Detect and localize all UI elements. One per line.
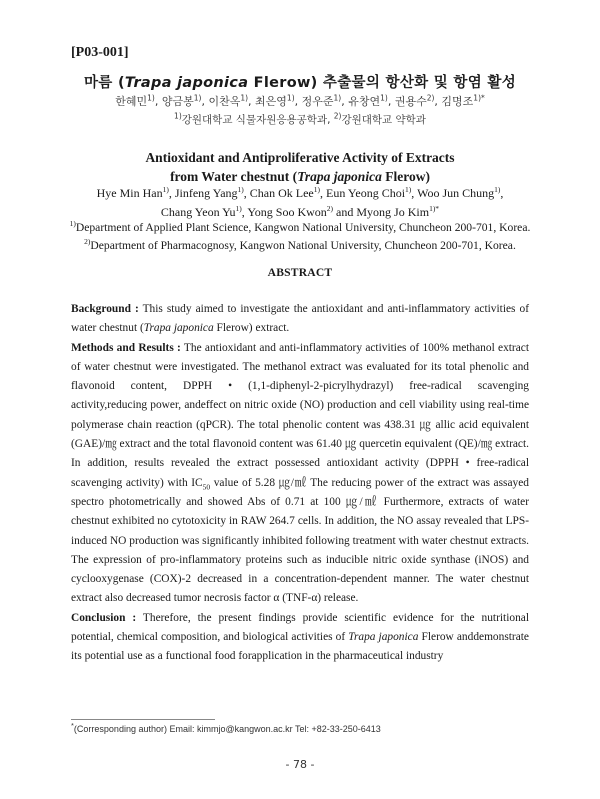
footnote-divider xyxy=(71,719,215,720)
background-label: Background : xyxy=(71,303,139,315)
korean-affiliations: $^{1)}$강원대학교 식물자원응용공학과, $^{2)}$강원대학교 약학과 xyxy=(174,111,426,126)
author-name: Eun Yeong Choi xyxy=(326,186,406,200)
korean-authors: 한혜민$^{1)}$, 양금봉$^{1)}$, 이찬옥$^{1)}$, 최은영$^{1)}$, 정우준$^{1)}$, 유창연$^{1)}$, 권용수$^{2)}$, 김명조$^{1)*}$ xyxy=(115,93,485,108)
author-name: Yong Soo Kwon xyxy=(247,205,327,219)
author-name: Chang Yeon Yu xyxy=(160,205,236,219)
page-number: - 78 - xyxy=(285,758,315,771)
korean-author: 정우준 xyxy=(301,95,334,108)
author-name: Jinfeng Yang xyxy=(174,186,238,200)
affiliation-2: $^{2)}$Department of Pharmacognosy, Kangwon National University, Chuncheon 200-701, Korea. xyxy=(84,237,516,252)
english-authors: Hye Min Han$^{1)}$, Jinfeng Yang$^{1)}$, Chan Ok Lee$^{1)}$, Eun Yeong Choi$^{1)}$, Woo Jun Chung$^{1)}$, Chang Yeon Yu$^{1)}$, Yong Soo Kwon$^{2)}$ and Myong Jo Kim$^{1)*}$ xyxy=(96,185,504,219)
english-affiliations xyxy=(60,219,540,255)
english-title: Antioxidant and Antiproliferative Activity of Extracts from Water chestnut (Trapa japonica Flerow) xyxy=(145,150,455,184)
methods-results-paragraph: Methods and Results : The antioxidant and anti-inflammatory activities of 100% methanol extract of water chestnut were investigated. The methanol extract was evaluated for its total phenolic and flavonoid content, DPPH • (1,1-diphenyl-2-picrylhydrazyl) free-radical scavenging activity,reducing power, andeffect on nitric oxide (NO) production and cell viability using real-time polymerase chain reaction (qPCR). The total phenolic content was 438.31 ㎍ allic acid equivalent (GAE)/㎎ extract and the total flavonoid content was 61.40 ㎍ quercetin equivalent (QE)/㎎ extract. In addition, results revealed the extract possessed antioxidant activity (DPPH • free-radical scavenging activity) with $IC_{50}$ value of 5.28 ㎍/㎖ The reducing power of the extract was assayed spectro photometrically and showed Abs of 0.71 at 100 ㎍/㎖ Furthermore, extracts of water chestnut exhibited no cytotoxicity in RAW 264.7 cells. In addition, the NO assay revealed that LPS-induced NO production was significantly inhibited following treatment with water chestnut extracts. The expression of pro-inflammatory proteins such as inducible nitric oxide synthase (iNOS) and cyclooxygenase (COX)-2 decreased in a concentration-dependent manner. The water chestnut extract also decreased tumor necrosis factor α (TNF-α) release. xyxy=(71,341,529,605)
korean-author: 유창연 xyxy=(348,95,381,108)
author-name: Chan Ok Lee xyxy=(249,186,314,200)
korean-title: 마름 (Trapa japonica Flerow) 추출물의 항산화 및 항염 활성 xyxy=(83,75,517,91)
affiliation-1: $^{1)}$Department of Applied Plant Science, Kangwon National University, Chuncheon 200-701, Korea. xyxy=(69,219,531,234)
abstract-body xyxy=(71,300,529,667)
korean-author: 권용수 xyxy=(394,95,427,108)
korean-author: 이찬옥 xyxy=(208,95,241,108)
author-name: Myong Jo Kim xyxy=(356,205,430,219)
poster-code: [P03-001] xyxy=(71,45,129,60)
abstract-heading: ABSTRACT xyxy=(267,266,333,279)
korean-author: 한혜민 xyxy=(115,95,148,108)
author-name: Woo Jun Chung xyxy=(417,186,495,200)
corresponding-author-footnote: *(Corresponding author) Email: kimmjo@kangwon.ac.kr Tel: +82-33-250-6413 xyxy=(71,721,381,734)
korean-author: 최은영 xyxy=(255,95,287,108)
author-name: Hye Min Han xyxy=(96,186,163,200)
conclusion-label: Conclusion : xyxy=(71,611,137,624)
korean-author: 양금봉 xyxy=(161,95,194,108)
korean-author: 김명조 xyxy=(441,95,474,108)
conclusion-paragraph: Conclusion : Therefore, the present findings provide scientific evidence for the nutritional potential, chemical composition, and biological activities of Trapa japonica Flerow anddemonstrate its potential use as a functional food forapplication in the pharmaceutical industry xyxy=(71,611,529,663)
background-paragraph: Background : This study aimed to investigate the antioxidant and anti-inflammatory activities of water chestnut (Trapa japonica Flerow) extract. xyxy=(71,303,529,335)
methods-results-label: Methods and Results : xyxy=(71,341,181,354)
